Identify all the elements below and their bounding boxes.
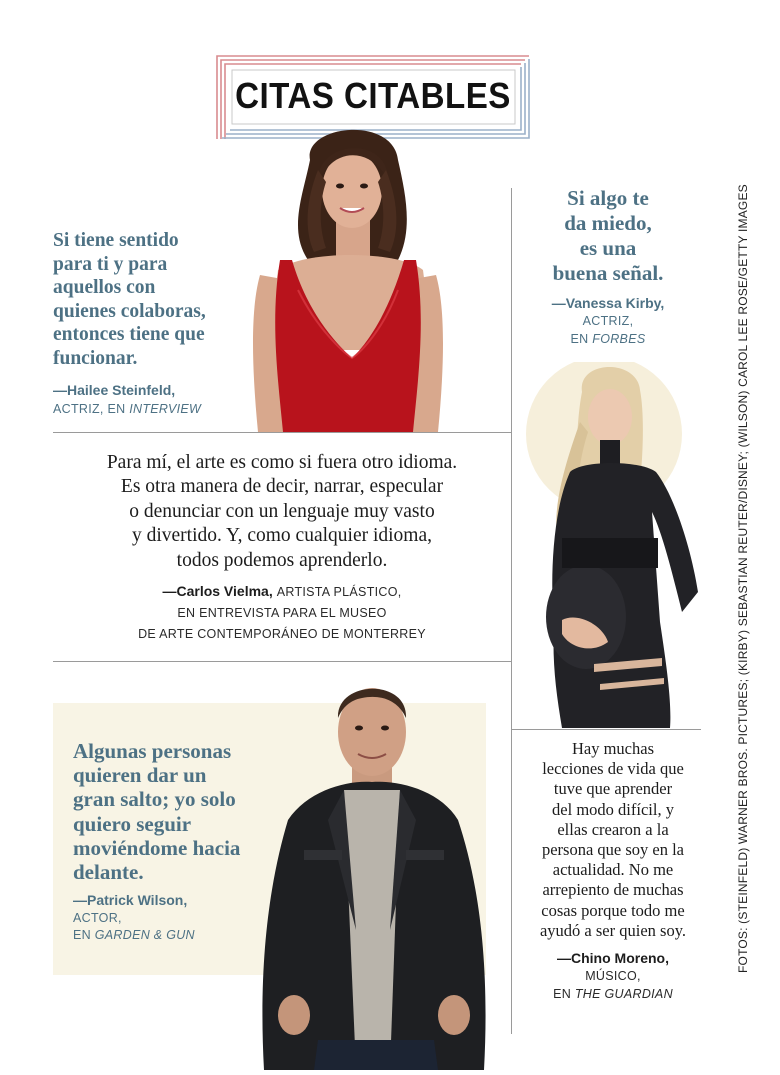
quote-line: aquellos con: [53, 277, 156, 299]
divider-1: [53, 432, 511, 433]
quote-line: funcionar.: [53, 347, 138, 369]
hailee-steinfeld-photo: [248, 120, 448, 432]
quote-line: Es otra manera de decir, narrar, especular: [120, 476, 444, 498]
quote-line: y divertido. Y, como cualquier idioma,: [131, 525, 433, 547]
quote-line: arrepiento de muchas: [542, 880, 684, 900]
source-publication: INTERVIEW: [129, 401, 202, 416]
quote-line: lecciones de vida que: [542, 759, 684, 779]
attribution-name: —Chino Moreno,: [557, 950, 669, 967]
quote-line: o denunciar con un lenguaje muy vasto: [129, 500, 435, 522]
attribution-source: [522, 330, 694, 348]
source-publication: FORBES: [592, 332, 646, 346]
quote-line: es una: [579, 236, 637, 260]
attribution-role-2: EN ENTREVISTA PARA EL MUSEO: [177, 606, 387, 621]
quote-line: Para mí, el arte es como si fuera otro idioma.: [106, 452, 458, 473]
quote-line: Si algo te: [567, 186, 649, 210]
attribution-source: [516, 985, 710, 1003]
quote-line: quienes colaboras,: [53, 300, 206, 322]
role-text: EN: [553, 987, 572, 1002]
quote-line: del modo difícil, y: [552, 799, 674, 819]
divider-2: [53, 661, 511, 662]
attribution-role: MÚSICO,: [585, 969, 641, 984]
quote-kirby: [522, 186, 694, 348]
quote-moreno: [516, 739, 710, 1003]
attribution-source: [73, 927, 273, 945]
attribution-name: —Vanessa Kirby,: [551, 295, 665, 311]
column-divider: [511, 188, 512, 1034]
quote-wilson: [73, 739, 273, 945]
quote-line: entonces tiene que: [53, 324, 205, 346]
attribution-name: —Patrick Wilson,: [73, 892, 188, 909]
quote-line: persona que soy en la: [541, 840, 685, 860]
source-publication: THE GUARDIAN: [574, 987, 673, 1002]
quote-line: delante.: [73, 860, 144, 885]
photo-credits: FOTOS: (STEINFELD) WARNER BROS. PICTURES; (KIRBY) SEBASTIAN REUTER/DISNEY; (WILSON) CAROL LEE ROSE/GETTY IMAGES: [736, 184, 750, 973]
quote-line: buena señal.: [552, 261, 664, 285]
quote-line: ayudó a ser quien soy.: [539, 920, 687, 940]
quote-line: gran salto; yo solo: [73, 787, 236, 812]
source-publication: GARDEN & GUN: [94, 928, 195, 943]
patrick-wilson-photo: [258, 670, 494, 1070]
quote-line: Algunas personas: [73, 739, 232, 763]
quote-text: [73, 739, 273, 884]
role-text: EN: [570, 332, 589, 346]
quote-text: [522, 186, 694, 286]
quote-line: quiero seguir: [73, 811, 192, 836]
attribution: [516, 949, 710, 1003]
quote-line: actualidad. No me: [552, 860, 674, 880]
quote-line: Si tiene sentido: [53, 230, 179, 251]
attribution-role-3: DE ARTE CONTEMPORÁNEO DE MONTERREY: [138, 627, 426, 642]
quote-line: moviéndome hacia: [73, 835, 241, 860]
quote-line: tuve que aprender: [553, 779, 673, 799]
attribution: [522, 294, 694, 348]
role-text: ACTRIZ, EN: [53, 401, 126, 416]
attribution-role: [53, 400, 253, 419]
quote-steinfeld: [53, 229, 253, 419]
quote-line: quieren dar un: [73, 763, 207, 788]
attribution: [73, 892, 273, 945]
quote-line: todos podemos aprenderlo.: [176, 549, 388, 571]
quote-line: cosas porque todo me: [541, 900, 685, 920]
attribution-role: ACTOR,: [73, 910, 122, 925]
divider-3: [511, 729, 701, 730]
role-text: EN: [73, 928, 91, 943]
quote-text: [516, 739, 710, 941]
quote-line: para ti y para: [53, 253, 168, 275]
attribution-name: —Carlos Vielma,: [162, 583, 273, 600]
page-title: CITAS CITABLES: [235, 75, 511, 116]
quote-line: Hay muchas: [571, 739, 655, 758]
attribution-name: —Hailee Steinfeld,: [53, 381, 176, 398]
attribution: [53, 381, 253, 419]
vanessa-kirby-photo: [522, 362, 702, 728]
attribution-line: [53, 581, 511, 603]
quote-text: [53, 451, 511, 573]
attribution-role: ACTRIZ,: [582, 314, 634, 328]
quote-line: da miedo,: [564, 211, 652, 235]
attribution: [53, 581, 511, 645]
quote-vielma: [53, 451, 511, 645]
quote-text: [53, 229, 253, 371]
attribution-role: ARTISTA PLÁSTICO,: [276, 585, 402, 600]
quote-line: ellas crearon a la: [557, 819, 669, 839]
